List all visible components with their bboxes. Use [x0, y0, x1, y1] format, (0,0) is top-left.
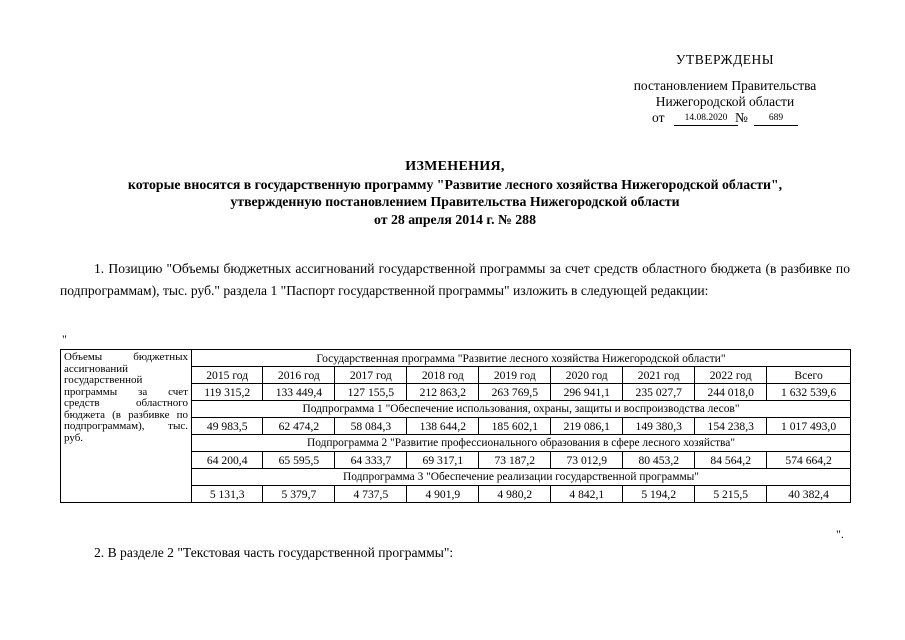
- value-cell: 244 018,0: [695, 384, 767, 401]
- value-cell-total: 574 664,2: [767, 452, 851, 469]
- title-line-1: которые вносятся в государственную программу "Развитие лесного хозяйства Нижегородской области",: [127, 176, 783, 192]
- value-cell: 127 155,5: [335, 384, 407, 401]
- table-row: [61, 350, 851, 367]
- title-line-3: от 28 апреля 2014 г. № 288: [374, 211, 536, 227]
- approval-block: [590, 52, 860, 126]
- value-cell: 62 474,2: [263, 418, 335, 435]
- value-cell: 5 379,7: [263, 486, 335, 503]
- subprogram-3-title: Подпрограмма 3 "Обеспечение реализации государственной программы": [192, 469, 851, 486]
- value-cell: 235 027,7: [623, 384, 695, 401]
- value-cell: 263 769,5: [479, 384, 551, 401]
- value-cell: 4 980,2: [479, 486, 551, 503]
- year-header: 2021 год: [623, 367, 695, 384]
- value-cell: 138 644,2: [407, 418, 479, 435]
- subprogram-2-title: Подпрограмма 2 "Развитие профессионального образования в сфере лесного хозяйства": [192, 435, 851, 452]
- value-cell: 64 200,4: [192, 452, 263, 469]
- subprogram-1-title: Подпрограмма 1 "Обеспечение использования, охраны, защиты и воспроизводства лесов": [192, 401, 851, 418]
- program-title: Государственная программа "Развитие лесного хозяйства Нижегородской области": [192, 350, 851, 367]
- value-cell: 69 317,1: [407, 452, 479, 469]
- value-cell: 5 194,2: [623, 486, 695, 503]
- title-line-2: утвержденную постановлением Правительства Нижегородской области: [230, 194, 680, 209]
- quote-close: ".: [836, 527, 844, 541]
- approval-number-sign: №: [735, 110, 748, 125]
- value-cell: 154 238,3: [695, 418, 767, 435]
- value-cell: 5 131,3: [192, 486, 263, 503]
- value-cell: 58 084,3: [335, 418, 407, 435]
- value-cell: 219 086,1: [551, 418, 623, 435]
- value-cell: 149 380,3: [623, 418, 695, 435]
- approval-date-line: [590, 110, 860, 126]
- document-title: [60, 158, 850, 228]
- paragraph-2: 2. В разделе 2 "Текстовая часть государственной программы":: [94, 545, 454, 560]
- approval-heading: УТВЕРЖДЕНЫ: [675, 52, 775, 67]
- approval-line-2: Нижегородской области: [655, 94, 795, 109]
- year-header: 2019 год: [479, 367, 551, 384]
- year-header: 2016 год: [263, 367, 335, 384]
- year-header: 2015 год: [192, 367, 263, 384]
- value-cell: 5 215,5: [695, 486, 767, 503]
- value-cell: 185 602,1: [479, 418, 551, 435]
- value-cell-total: 1 017 493,0: [767, 418, 851, 435]
- year-header: 2020 год: [551, 367, 623, 384]
- value-cell: 296 941,1: [551, 384, 623, 401]
- year-header: 2022 год: [695, 367, 767, 384]
- approval-number: 689: [754, 112, 798, 126]
- approval-line-1: постановлением Правительства: [633, 78, 817, 93]
- value-cell: 4 901,9: [407, 486, 479, 503]
- year-header: 2018 год: [407, 367, 479, 384]
- value-cell: 73 187,2: [479, 452, 551, 469]
- value-cell: 133 449,4: [263, 384, 335, 401]
- title-main: ИЗМЕНЕНИЯ,: [405, 159, 505, 174]
- value-cell: 64 333,7: [335, 452, 407, 469]
- paragraph-1: 1. Позицию "Объемы бюджетных ассигнований государственной программы за счет средств областного бюджета (в разбивке по подпрограммам), тыс. руб." раздела 1 "Паспорт государственной программы" изложить в следующей редакции:: [60, 261, 850, 298]
- value-cell-total: 40 382,4: [767, 486, 851, 503]
- value-cell: 73 012,9: [551, 452, 623, 469]
- value-cell: 4 737,5: [335, 486, 407, 503]
- year-header-total: Всего: [767, 367, 851, 384]
- value-cell-total: 1 632 539,6: [767, 384, 851, 401]
- year-header: 2017 год: [335, 367, 407, 384]
- value-cell: 84 564,2: [695, 452, 767, 469]
- budget-label: Объемы бюджетных ассигнований государственной программы за счет средств областного бюджета (в разбивке по подпрограммам), тыс. руб.: [61, 350, 192, 503]
- value-cell: 65 595,5: [263, 452, 335, 469]
- value-cell: 4 842,1: [551, 486, 623, 503]
- value-cell: 212 863,2: [407, 384, 479, 401]
- value-cell: 119 315,2: [192, 384, 263, 401]
- value-cell: 80 453,2: [623, 452, 695, 469]
- approval-from-prefix: от: [652, 110, 665, 125]
- budget-table: [60, 349, 851, 503]
- value-cell: 49 983,5: [192, 418, 263, 435]
- approval-date: 14.08.2020: [674, 112, 738, 126]
- quote-open: ": [62, 332, 67, 346]
